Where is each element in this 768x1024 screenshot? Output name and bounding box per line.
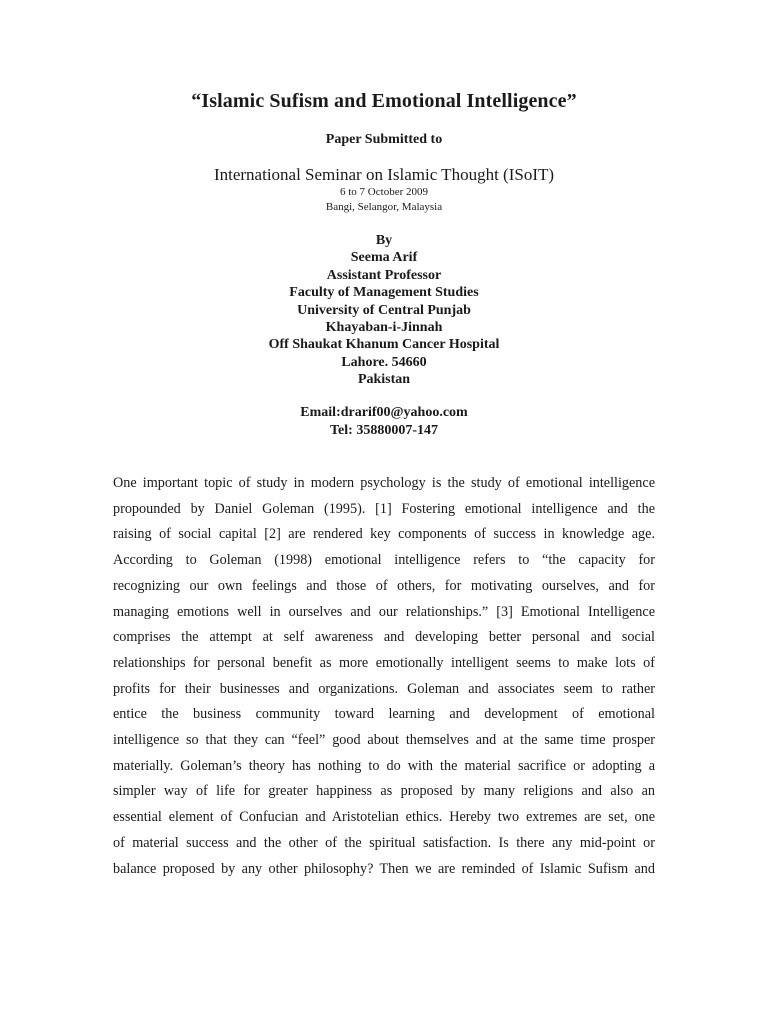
author-name: Seema Arif (350, 250, 418, 266)
seminar-dates: 6 to 7 October 2009 (340, 186, 428, 198)
seminar-name: International Seminar on Islamic Thought (ISoIT) (213, 165, 555, 184)
author-email: Email:drarif00@yahoo.com (300, 405, 468, 420)
body-line: simpler way of life for greater happiness as proposed by many religions and also an (113, 783, 655, 800)
body-line: balance proposed by any other philosophy? Then we are reminded of Islamic Sufism and (113, 860, 655, 877)
author-city: Lahore. 54660 (341, 354, 427, 370)
author-university: University of Central Punjab (297, 302, 471, 318)
author-position: Assistant Professor (326, 267, 442, 283)
body-line: of material success and the other of the spiritual satisfaction. Is there any mid-point or (113, 834, 655, 851)
author-telephone: Tel: 35880007-147 (330, 422, 438, 438)
body-line: managing emotions well in ourselves and our relationships.” [3] Emotional Intelligence (113, 603, 655, 620)
author-country: Pakistan (357, 372, 411, 388)
author-block (0, 232, 768, 389)
author-faculty: Faculty of Management Studies (289, 285, 479, 301)
seminar-venue: Bangi, Selangor, Malaysia (325, 201, 443, 213)
body-line: materially. Goleman’s theory has nothing to do with the material sacrifice or adopting a (113, 757, 655, 774)
body-paragraph (113, 471, 655, 882)
body-line: entice the business community toward learning and development of emotional (113, 706, 655, 723)
body-line: intelligence so that they can “feel” good about themselves and at the same time prosper (113, 732, 655, 749)
body-line: recognizing our own feelings and those of others, for motivating ourselves, and for (113, 577, 655, 594)
body-line: According to Goleman (1998) emotional intelligence refers to “the capacity for (113, 552, 655, 569)
body-line: essential element of Confucian and Aristotelian ethics. Hereby two extremes are set, one (113, 809, 655, 826)
contact-block (0, 404, 768, 439)
body-line: profits for their businesses and organizations. Goleman and associates seem to rather (113, 680, 655, 697)
author-address-line-1: Khayaban-i-Jinnah (325, 320, 443, 336)
by-label: By (375, 233, 393, 248)
body-line: relationships for personal benefit as more emotionally intelligent seems to make lots of (113, 654, 655, 671)
body-line: comprises the attempt at self awareness and developing better personal and social (113, 629, 655, 646)
author-address-line-2: Off Shaukat Khanum Cancer Hospital (268, 337, 500, 353)
submitted-to-label: Paper Submitted to (325, 132, 443, 147)
paper-title: “Islamic Sufism and Emotional Intelligence” (191, 90, 577, 112)
body-line: propounded by Daniel Goleman (1995). [1] Fostering emotional intelligence and the (113, 500, 655, 517)
body-line: raising of social capital [2] are rendered key components of success in knowledge age. (113, 526, 655, 543)
body-line: One important topic of study in modern psychology is the study of emotional intelligence (113, 475, 655, 491)
